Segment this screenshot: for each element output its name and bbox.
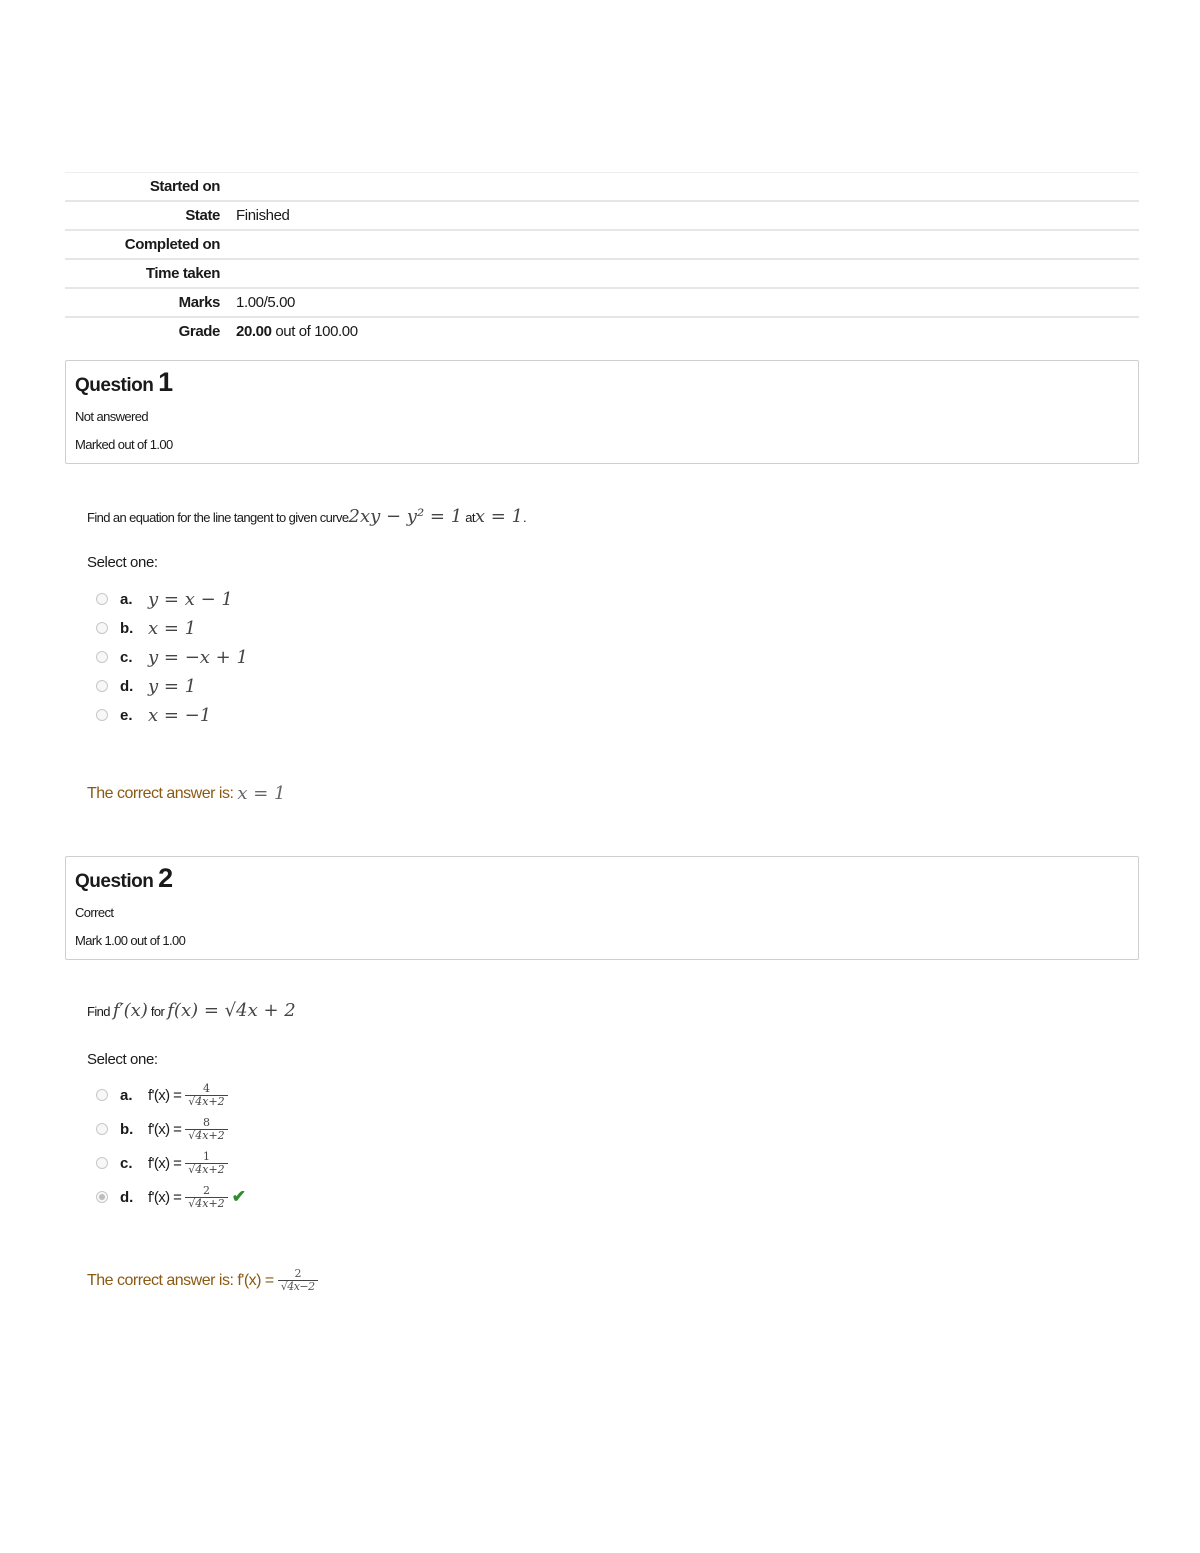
radio-button-selected[interactable] — [96, 1191, 108, 1203]
radio-button[interactable] — [96, 1089, 108, 1101]
radio-button[interactable] — [96, 593, 108, 605]
fraction-denominator: √4x−2 — [278, 1280, 318, 1293]
started-value — [228, 173, 1139, 202]
question-2-number: 2 — [158, 863, 173, 893]
option-fx-label: f'(x) = — [148, 1188, 182, 1206]
fraction-numerator: 4 — [202, 1081, 210, 1095]
option-letter: a. — [120, 1086, 133, 1104]
question-1-curve-math: 2xy − y² = 1 — [348, 506, 463, 527]
marks-value: 1.00/5.00 — [236, 294, 295, 311]
question-1-text-suffix: . — [522, 510, 526, 525]
question-2-text-prefix: Find — [87, 1004, 110, 1019]
option-math: x = 1 — [148, 617, 197, 639]
summary-table — [65, 172, 1139, 345]
grade-value — [228, 317, 1139, 345]
question-2-option-c[interactable] — [96, 1150, 228, 1176]
grade-label: Grade — [178, 323, 220, 340]
question-2-derivative-math: f′(x) — [112, 1000, 148, 1021]
fraction-numerator: 2 — [294, 1267, 301, 1280]
option-letter: a. — [120, 590, 133, 608]
radio-button[interactable] — [96, 709, 108, 721]
option-fx-label: f'(x) = — [148, 1120, 182, 1138]
question-1-title — [75, 367, 173, 398]
grade-score: 20.00 — [236, 323, 272, 340]
fraction-denominator: √4x+2 — [185, 1095, 227, 1108]
correct-answer-label: The correct answer is: f'(x) = — [87, 1271, 278, 1289]
question-2-title — [75, 863, 173, 894]
option-fraction — [185, 1185, 227, 1210]
question-1-mark: Marked out of 1.00 — [75, 437, 173, 452]
option-letter: b. — [120, 1120, 134, 1138]
state-label: State — [185, 207, 220, 224]
question-1-option-b[interactable] — [96, 615, 196, 641]
option-letter: e. — [120, 706, 133, 724]
state-value: Finished — [236, 207, 290, 224]
question-1-text-mid: at — [465, 510, 475, 525]
radio-button[interactable] — [96, 1123, 108, 1135]
question-2-select-label: Select one: — [87, 1051, 158, 1068]
radio-button[interactable] — [96, 1157, 108, 1169]
fraction-numerator: 2 — [202, 1183, 210, 1197]
time-value — [228, 259, 1139, 288]
question-2-mark: Mark 1.00 out of 1.00 — [75, 933, 186, 948]
question-1-text-prefix: Find an equation for the line tangent to given curve — [87, 510, 349, 525]
question-2-option-b[interactable] — [96, 1116, 228, 1142]
option-math: x = −1 — [148, 704, 212, 726]
time-label: Time taken — [65, 259, 228, 288]
option-math: y = −x + 1 — [148, 646, 248, 668]
question-1-text — [87, 506, 526, 527]
question-1-option-a[interactable] — [96, 586, 233, 612]
question-2-title-text: Question — [75, 871, 159, 892]
option-math: y = 1 — [148, 675, 197, 697]
question-1-state: Not answered — [75, 409, 149, 424]
question-2-text-mid: for — [150, 1004, 165, 1019]
question-2-correct-answer — [87, 1268, 318, 1293]
fraction-numerator: 8 — [202, 1115, 210, 1129]
question-1-point-math: x = 1 — [474, 506, 523, 527]
fraction-denominator: √4x+2 — [185, 1163, 227, 1176]
question-2-function-math: f(x) = √4x + 2 — [167, 1000, 296, 1021]
attempt-summary — [65, 172, 1139, 345]
question-1-option-c[interactable] — [96, 644, 248, 670]
radio-button[interactable] — [96, 622, 108, 634]
question-1-number: 1 — [158, 367, 173, 397]
question-1-option-d[interactable] — [96, 673, 196, 699]
marks-label: Marks — [178, 294, 220, 311]
option-fraction — [185, 1117, 227, 1142]
correct-answer-label: The correct answer is: — [87, 784, 238, 802]
question-2-option-a[interactable] — [96, 1082, 228, 1108]
correct-answer-math: x = 1 — [237, 783, 286, 804]
option-fx-label: f'(x) = — [148, 1086, 182, 1104]
option-math: y = x − 1 — [148, 588, 233, 610]
completed-label: Completed on — [65, 230, 228, 259]
question-1-correct-answer — [87, 783, 285, 804]
grade-suffix: out of 100.00 — [271, 323, 358, 340]
radio-button[interactable] — [96, 651, 108, 663]
question-2-text — [87, 1000, 296, 1021]
fraction-numerator: 1 — [202, 1149, 210, 1163]
option-letter: d. — [120, 1188, 134, 1206]
option-fraction — [185, 1083, 227, 1108]
option-fraction — [185, 1151, 227, 1176]
radio-button[interactable] — [96, 680, 108, 692]
question-1-select-label: Select one: — [87, 554, 158, 571]
fraction-denominator: √4x+2 — [185, 1129, 227, 1142]
option-letter: b. — [120, 619, 134, 637]
option-letter: d. — [120, 677, 134, 695]
fraction-denominator: √4x+2 — [185, 1197, 227, 1210]
started-label: Started on — [65, 173, 228, 202]
question-1-option-e[interactable] — [96, 702, 211, 728]
question-1-info — [65, 360, 1139, 464]
option-fx-label: f'(x) = — [148, 1154, 182, 1172]
question-2-option-d[interactable] — [96, 1184, 246, 1210]
completed-value — [228, 230, 1139, 259]
option-letter: c. — [120, 1154, 133, 1172]
correct-answer-fraction — [278, 1268, 318, 1293]
question-1-title-text: Question — [75, 375, 159, 396]
question-2-state: Correct — [75, 905, 114, 920]
option-letter: c. — [120, 648, 133, 666]
question-2-info — [65, 856, 1139, 960]
checkmark-icon: ✔ — [231, 1187, 246, 1206]
